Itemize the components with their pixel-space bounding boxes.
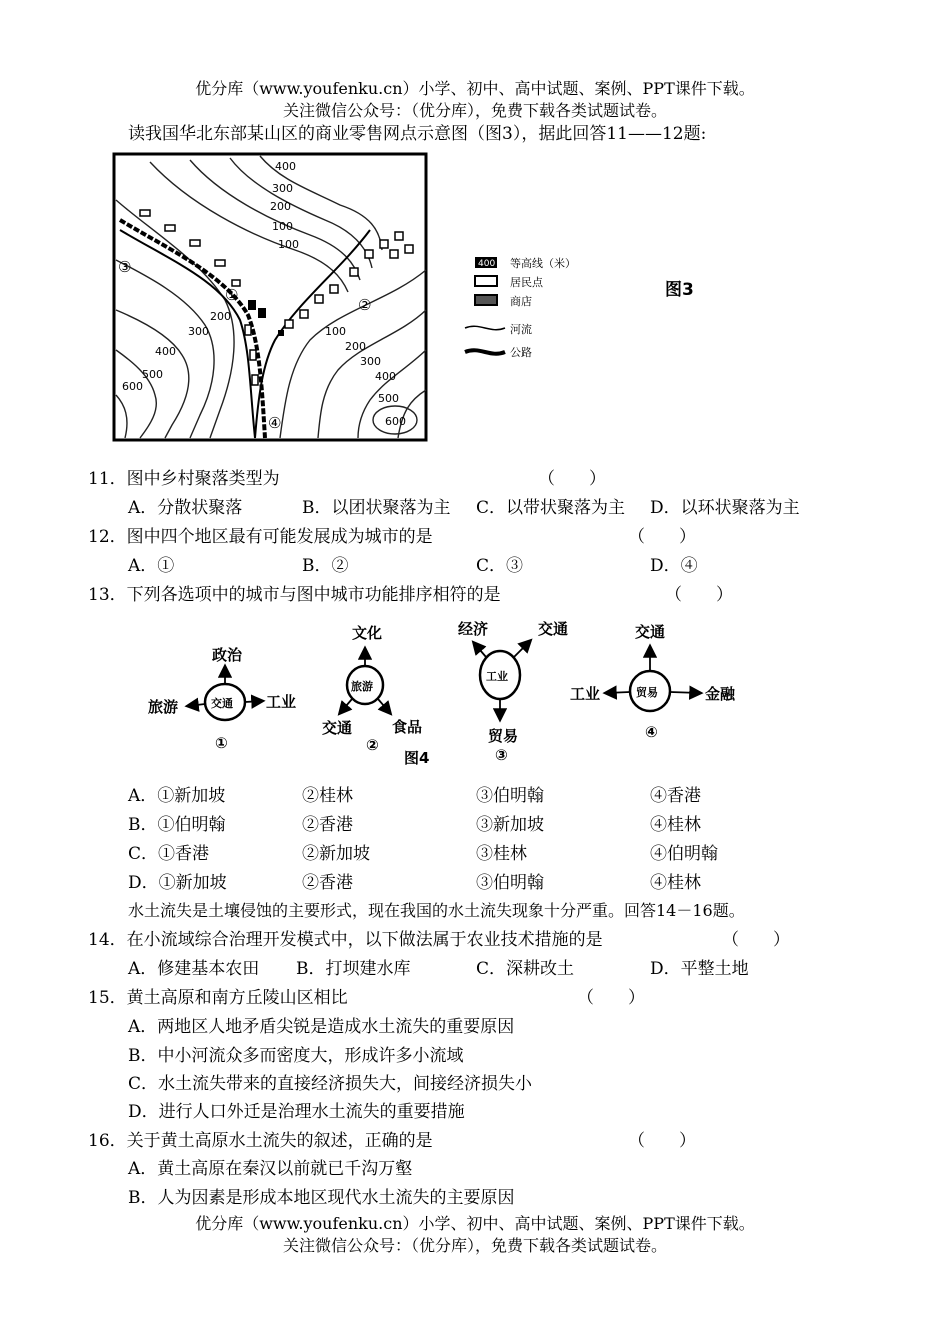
- q13-answer-paren: （ ）: [665, 585, 733, 605]
- q13-a-4: ④香港: [650, 786, 701, 806]
- legend-label: 商店: [510, 295, 532, 308]
- q15-stem: 15．黄土高原和南方丘陵山区相比: [88, 988, 348, 1008]
- d2-bl: 交通: [322, 719, 353, 737]
- q13-d-4: ④桂林: [650, 873, 701, 893]
- q15-answer-paren: （ ）: [577, 988, 645, 1008]
- q12-option-d: D．④: [650, 556, 698, 576]
- q15-option-b: B．中小河流众多而密度大，形成许多小流域: [128, 1046, 464, 1066]
- road-icon: [465, 350, 505, 353]
- contour-label: 200: [210, 310, 231, 323]
- q12-option-b: B．②: [302, 556, 349, 576]
- d4-right: 金融: [705, 685, 736, 703]
- q11-option-c: C．以带状聚落为主: [476, 498, 626, 518]
- q13-d-3: ③伯明翰: [476, 873, 544, 893]
- d1-right: 工业: [266, 693, 297, 711]
- figure-4-title: 图4: [404, 749, 430, 767]
- contour-label: 100: [278, 238, 299, 251]
- q16-answer-paren: （ ）: [628, 1131, 696, 1151]
- d1-top: 政治: [212, 646, 243, 664]
- q11-option-b: B．以团状聚落为主: [302, 498, 451, 518]
- contour-label: 100: [325, 325, 346, 338]
- q13-a-2: ②桂林: [302, 786, 353, 806]
- contour-label: 600: [122, 380, 143, 393]
- q12-option-c: C．③: [476, 556, 524, 576]
- q13-c-4: ④伯明翰: [650, 844, 718, 864]
- q13-c-1: C．①香港: [128, 844, 210, 864]
- contour-label: 400: [375, 370, 396, 383]
- d4-num: ④: [645, 723, 658, 741]
- q16-stem: 16．关于黄土高原水土流失的叙述，正确的是: [88, 1131, 433, 1151]
- d2-top: 文化: [352, 624, 383, 642]
- q12-stem: 12．图中四个地区最有可能发展成为城市的是: [88, 527, 433, 547]
- marker-1: ①: [225, 286, 239, 304]
- q13-b-2: ②香港: [302, 815, 353, 835]
- q11-answer-paren: （ ）: [538, 469, 606, 489]
- q14-stem: 14．在小流域综合治理开发模式中，以下做法属于农业技术措施的是: [88, 930, 603, 950]
- q13-d-2: ②香港: [302, 873, 353, 893]
- contour-icon: [475, 257, 497, 269]
- q14-answer-paren: （ ）: [722, 930, 790, 950]
- footer-line-2: 关注微信公众号：（优分库），免费下载各类试题试卷。: [282, 1236, 667, 1255]
- q13-c-2: ②新加坡: [302, 844, 370, 864]
- contour-label: 100: [272, 220, 293, 233]
- q14-option-a: A．修建基本农田: [128, 959, 260, 979]
- header-line-1: 优分库（www.youfenku.cn）小学、初中、高中试题、案例、PPT课件下载。: [195, 79, 755, 98]
- q13-a-1: A．①新加坡: [128, 786, 226, 806]
- q13-c-3: ③桂林: [476, 844, 527, 864]
- legend-label: 河流: [510, 323, 532, 336]
- legend-label: 等高线（米）: [510, 257, 576, 270]
- footer-line-1: 优分库（www.youfenku.cn）小学、初中、高中试题、案例、PPT课件下载。: [195, 1214, 755, 1233]
- header-line-2: 关注微信公众号：（优分库），免费下载各类试题试卷。: [282, 101, 667, 120]
- q15-option-d: D．进行人口外迁是治理水土流失的重要措施: [128, 1102, 465, 1122]
- contour-label: 200: [345, 340, 366, 353]
- contour-label: 300: [360, 355, 381, 368]
- d3-tl: 经济: [458, 620, 489, 638]
- q16-option-a: A．黄土高原在秦汉以前就已千沟万壑: [128, 1159, 413, 1179]
- d1-num: ①: [215, 734, 228, 752]
- q11-option-d: D．以环状聚落为主: [650, 498, 800, 518]
- contour-label: 300: [188, 325, 209, 338]
- soil-intro-text: 水土流失是土壤侵蚀的主要形式，现在我国的水土流失现象十分严重。回答14－16题。: [128, 901, 745, 920]
- map-legend: [465, 256, 576, 359]
- marker-4: ④: [268, 414, 282, 432]
- q13-b-1: B．①伯明翰: [128, 815, 226, 835]
- shop-icon: [475, 295, 497, 305]
- q13-b-4: ④桂林: [650, 815, 701, 835]
- contour-label: 500: [378, 392, 399, 405]
- q14-option-c: C．深耕改土: [476, 959, 575, 979]
- q12-answer-paren: （ ）: [628, 527, 696, 547]
- q11-stem: 11．图中乡村聚落类型为: [88, 469, 280, 489]
- contour-label: 300: [272, 182, 293, 195]
- d1-left: 旅游: [148, 698, 179, 716]
- legend-label: 公路: [510, 346, 532, 359]
- q16-option-b: B．人为因素是形成本地区现代水土流失的主要原因: [128, 1188, 515, 1208]
- d2-center: 旅游: [351, 680, 373, 693]
- q13-b-3: ③新加坡: [476, 815, 544, 835]
- d4-top: 交通: [635, 623, 666, 641]
- legend-label: 居民点: [510, 276, 543, 289]
- q13-stem: 13．下列各选项中的城市与图中城市功能排序相符的是: [88, 585, 501, 605]
- q14-option-b: B．打坝建水库: [296, 959, 411, 979]
- d3-tr: 交通: [538, 620, 569, 638]
- q12-option-a: A．①: [128, 556, 175, 576]
- marker-2: ②: [358, 296, 372, 314]
- marker-3: ③: [118, 258, 132, 276]
- q13-d-1: D．①新加坡: [128, 873, 227, 893]
- d2-br: 食品: [392, 718, 423, 736]
- svg-text:400: 400: [478, 259, 496, 269]
- q13-a-3: ③伯明翰: [476, 786, 544, 806]
- d1-center: 交通: [211, 697, 233, 710]
- contour-label: 500: [142, 368, 163, 381]
- river-icon: [465, 326, 505, 329]
- contour-label: 400: [155, 345, 176, 358]
- q11-option-a: A．分散状聚落: [128, 498, 243, 518]
- figure-3-title: 图3: [665, 280, 694, 300]
- intro-text: 读我国华北东部某山区的商业零售网点示意图（图3），据此回答11——12题:: [128, 124, 707, 144]
- figure-3-map: [110, 150, 730, 445]
- q14-option-d: D．平整土地: [650, 959, 749, 979]
- d4-left: 工业: [570, 685, 601, 703]
- q15-option-a: A．两地区人地矛盾尖锐是造成水土流失的重要原因: [128, 1017, 515, 1037]
- settlement-icon: [475, 276, 497, 286]
- d3-center: 工业: [486, 670, 508, 683]
- contour-label: 600: [385, 415, 406, 428]
- d3-num: ③: [495, 746, 508, 764]
- d4-center: 贸易: [636, 686, 658, 699]
- contour-label: 400: [275, 160, 296, 173]
- d3-bottom: 贸易: [488, 727, 519, 745]
- d2-num: ②: [366, 736, 379, 754]
- q15-option-c: C．水土流失带来的直接经济损失大，间接经济损失小: [128, 1074, 533, 1094]
- figure-4-diagrams: [140, 615, 780, 775]
- contour-label: 200: [270, 200, 291, 213]
